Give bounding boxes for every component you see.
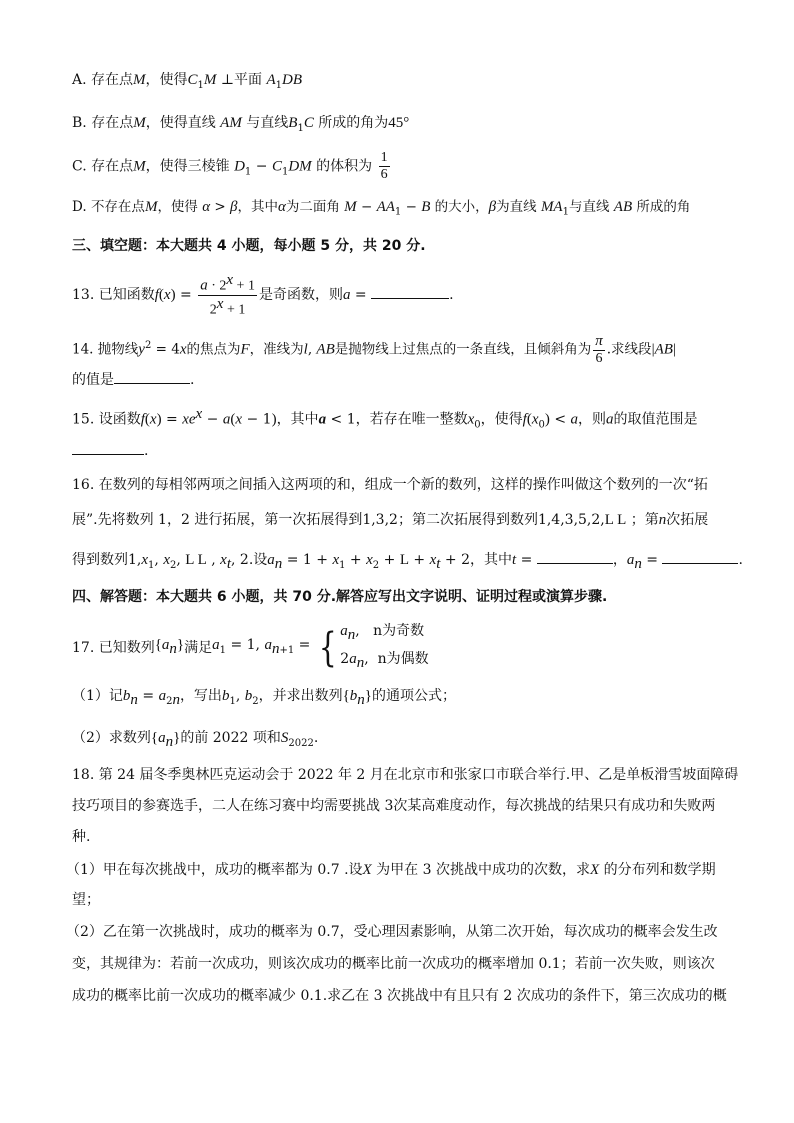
- option-b: B. 存在点M，使得直线 AM 与直线$B_1C$ 所成的角为45°: [72, 115, 410, 134]
- question-14: 14. 抛物线$y^2 = 4x$的焦点为F，准线为l, AB是抛物线上过焦点的一条直线，且倾斜角为 $\frac{\pi}{6}$ .求线段|AB|: [72, 333, 676, 366]
- question-17: 17. 已知数列$\{a_n\}$满足$a_1 = 1$, $a_{n+1}$ = { $a_n$, n为奇数 $2a_n$, n为偶数: [72, 620, 734, 670]
- answer-blank[interactable]: [371, 284, 449, 299]
- answer-blank[interactable]: [72, 440, 144, 455]
- question-18-line2: 技巧项目的参赛选手，二人在练习赛中均需要挑战 3次某高难度动作，每次挑战的结果只有成功和失败两: [72, 798, 716, 814]
- question-16-line3: 得到数列$1,x_1$, $x_2$, L L , $x_t$, 2.设$a_n = 1 + x_1 + x_2 + L + x_t + 2$，其中t = ，$a_n$ = .: [72, 549, 734, 576]
- question-18-part2-line3: 成功的概率比前一次成功的概率减少 0.1.求乙在 3 次挑战中有且只有 2 次成功的条件下，第三次成功的概: [72, 988, 727, 1004]
- option-d: D. 不存在点M，使得 α > β，其中α为二面角 $M - AA_1 - B$ 的大小，β为直线 $MA_1$与直线 AB 所成的角: [72, 199, 691, 218]
- answer-blank[interactable]: [114, 369, 190, 384]
- section-title-fill-blank: 三、填空题：本大题共 4 小题，每小题 5 分，共 20 分.: [72, 238, 426, 254]
- question-18-part1: （1）甲在每次挑战中，成功的概率都为 0.7 .设X 为甲在 3 次挑战中成功的次数，求X 的分布列和数学期: [66, 862, 716, 878]
- fraction-one-sixth: $\frac{1}{6}$: [380, 150, 388, 182]
- section-title-solutions: 四、解答题：本大题共 6 小题，共 70 分.解答应写出文字说明、证明过程或演算步骤.: [72, 589, 608, 605]
- fraction-function: $\frac{a \cdot 2^x + 1}{2^x + 1}$: [200, 272, 255, 318]
- question-15-line2: .: [72, 440, 734, 461]
- option-c: C. 存在点M，使得三棱锥 $D_1 - C_1DM$ 的体积为 $\frac{1}{6}$: [72, 150, 388, 182]
- question-18-part2-line2: 变，其规律为：若前一次成功，则该次成功的概率比前一次成功的概率增加 0.1；若前一次失败，则该次: [72, 956, 715, 972]
- fraction-pi-six: $\frac{\pi}{6}$: [595, 333, 603, 366]
- answer-blank-t[interactable]: [537, 549, 613, 564]
- question-17-part1: （1）记$b_n = a_{2n}$，写出$b_1$, $b_2$，并求出数列$\{b_n\}$的通项公式；: [72, 688, 456, 708]
- question-18-line1: 18. 第 24 届冬季奥林匹克运动会于 2022 年 2 月在北京市和张家口市联合举行.甲、乙是单板滑雪坡面障碍: [72, 767, 739, 783]
- question-13: 13. 已知函数f(x) = $\frac{a \cdot 2^x + 1}{2^x + 1}$ 是奇函数，则a = .: [72, 272, 454, 318]
- question-15: 15. 设函数$f(x) = xe^x - a(x - 1)$，其中a < 1，若存在唯一整数$x_0$，使得$f(x_0) < a$，则a的取值范围是: [72, 406, 698, 431]
- option-label: A.: [72, 72, 87, 88]
- question-18-part1-end: 望；: [72, 892, 100, 908]
- option-a: A. 存在点M，使得$C_1M$ ⊥平面 $A_1DB$: [72, 72, 303, 91]
- piecewise-cases: $a_n$, n为奇数 $2a_n$, n为偶数: [340, 623, 429, 671]
- question-14-line2: 的值是 .: [72, 369, 734, 390]
- question-17-part2: （2）求数列$\{a_n\}$的前 2022 项和$S_{2022}$.: [72, 730, 319, 750]
- question-18-part2-line1: （2）乙在第一次挑战时，成功的概率为 0.7，受心理因素影响，从第二次开始，每次成功的概率会发生改: [66, 924, 718, 940]
- question-18-line3: 种.: [72, 829, 91, 845]
- answer-blank-an[interactable]: [662, 549, 738, 564]
- question-16-line1: 16. 在数列的每相邻两项之间插入这两项的和，组成一个新的数列，这样的操作叫做这个数列的一次“拓: [72, 477, 708, 493]
- question-16-line2: 展”.先将数列 1，2 进行拓展，第一次拓展得到1,3,2；第二次拓展得到数列1,4,3,5,2,L L ；第n次拓展: [72, 512, 709, 528]
- left-brace: {: [318, 624, 337, 671]
